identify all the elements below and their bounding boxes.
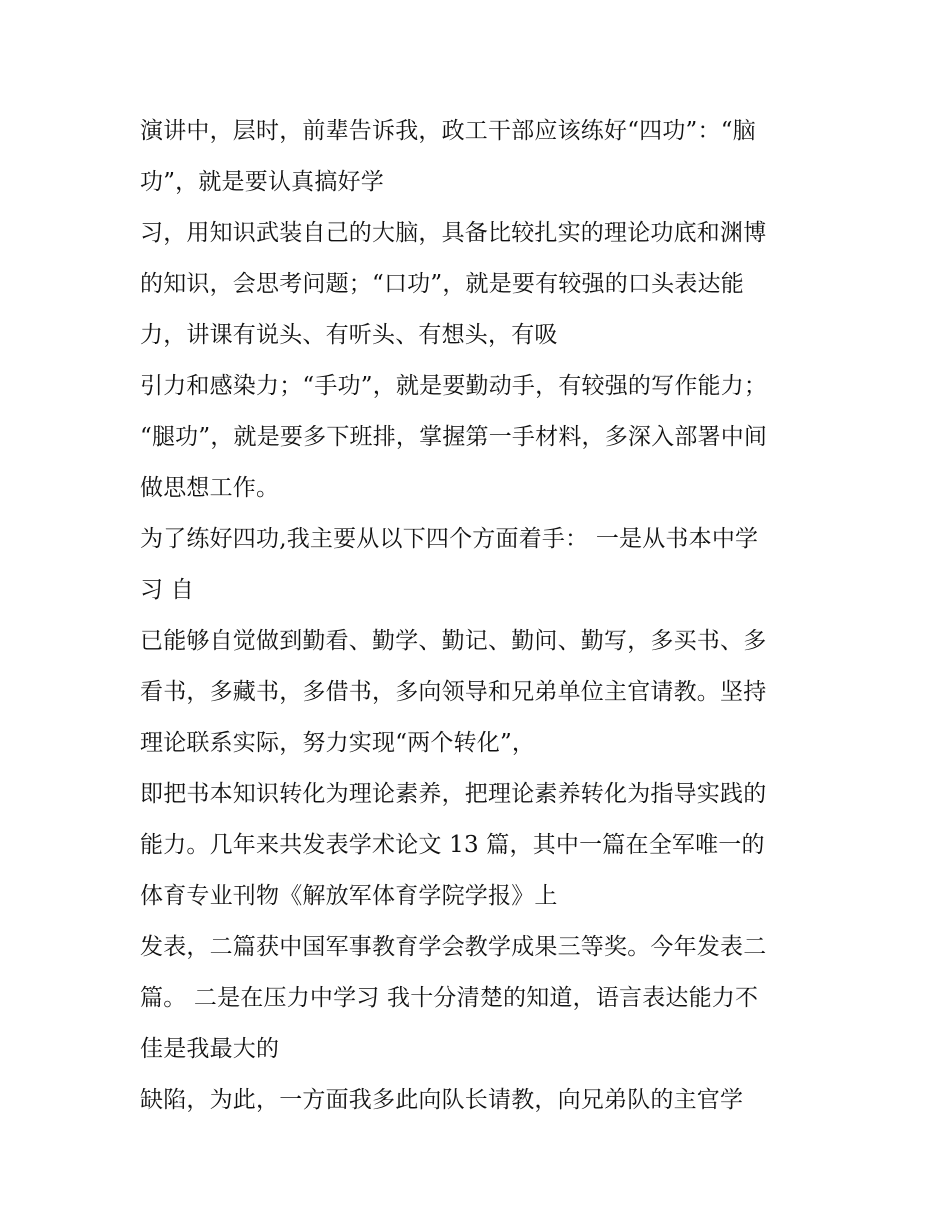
text-line: 演讲中，层时，前辈告诉我，政工干部应该练好“四功”：“脑: [140, 118, 756, 144]
text-line: 即把书本知识转化为理论素养，把理论素养转化为指导实践的: [140, 781, 767, 807]
text-line: 理论联系实际，努力实现“两个转化”，: [140, 730, 536, 756]
text-line: 的知识，会思考问题；“口功”，就是要有较强的口头表达能: [140, 271, 744, 297]
text-line: 引力和感染力；“手功”，就是要勤动手，有较强的写作能力；: [140, 373, 768, 399]
text-line: 能力。几年来共发表学术论文 13 篇，其中一篇在全军唯一的: [140, 832, 765, 858]
text-line: 佳是我最大的: [140, 1036, 280, 1062]
text-line: 篇。 二是在压力中学习 我十分清楚的知道，语言表达能力不: [140, 985, 759, 1011]
text-line: 体育专业刊物《解放军体育学院学报》上: [140, 883, 558, 909]
text-line: 功”，就是要认真搞好学: [140, 169, 384, 195]
text-line: 已能够自觉做到勤看、勤学、勤记、勤问、勤写，多买书、多: [140, 628, 767, 654]
text-line: 做思想工作。: [140, 475, 280, 501]
text-line: 缺陷，为此，一方面我多此向队长请教，向兄弟队的主官学: [140, 1087, 744, 1113]
text-line: 习，用知识武装自己的大脑，具备比较扎实的理论功底和渊博: [140, 220, 767, 246]
text-line: 习 自: [140, 577, 194, 603]
text-line: 看书，多藏书，多借书，多向领导和兄弟单位主官请教。坚持: [140, 679, 767, 705]
body-text: [140, 106, 830, 1126]
text-line: 发表，二篇获中国军事教育学会教学成果三等奖。今年发表二: [140, 934, 767, 960]
text-line: 为了练好四功,我主要从以下四个方面着手： 一是从书本中学: [140, 526, 759, 552]
text-line: 力，讲课有说头、有听头、有想头，有吸: [140, 322, 558, 348]
text-line: “腿功”，就是要多下班排，掌握第一手材料，多深入部署中间: [140, 424, 768, 450]
